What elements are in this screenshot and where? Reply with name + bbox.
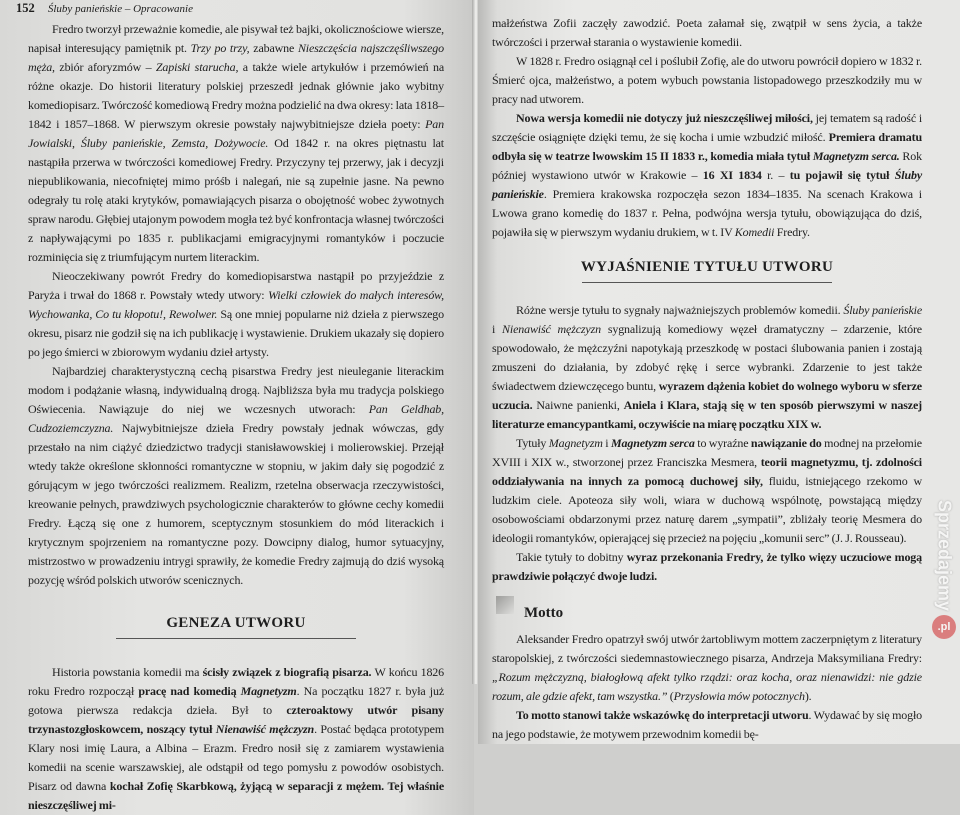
emphasis-text: Śluby panieńskie xyxy=(843,303,922,317)
body-text: Różne wersje tytułu to sygnały najważniejszych problemów komedii. xyxy=(516,303,844,317)
emphasis-text: Aniela i Klara, stają się w ten sposób pierwszymi w naszej literaturze emancypantkami, oczywiście na miarę początku XIX w. xyxy=(492,398,922,431)
body-text: zabawne xyxy=(249,41,298,55)
emphasis-text: Magnetyzm serca. xyxy=(812,149,900,163)
emphasis-text: Pan Geldhab, Cudzoziemczyzna. xyxy=(28,402,444,435)
emphasis-text: Magnetyzm xyxy=(548,436,603,450)
running-title: Śluby panieńskie – Opracowanie xyxy=(47,3,193,15)
body-text: Naiwne panienki, xyxy=(532,398,624,412)
paragraph xyxy=(492,434,922,548)
paragraph xyxy=(28,362,444,590)
left-page xyxy=(0,0,474,815)
body-text: Fredry. xyxy=(774,225,810,239)
body-text: Nieoczekiwany powrót Fredry do komediopisarstwa nastąpił po przyjeździe z Paryża i trwał do 1868 r. Powstały wtedy utwory: xyxy=(28,269,444,302)
emphasis-text: tu pojawił się tytuł xyxy=(789,168,895,182)
emphasis-text: Śluby panieńskie xyxy=(492,168,923,201)
body-text: zbiór aforyzmów – xyxy=(54,60,156,74)
right-page xyxy=(478,0,960,744)
body-text: . Na początku 1827 r. była już gotowa pierwsza redakcja dzieła. Był to xyxy=(28,684,444,717)
emphasis-text: Wielki człowiek do małych interesów, Wychowanka, Co tu kłopotu!, Rewolwer. xyxy=(28,288,444,321)
emphasis-text: nawiązanie do xyxy=(750,436,822,450)
watermark-badge: .pl xyxy=(932,615,956,639)
emphasis-text: ścisły związek z biografią pisarza. xyxy=(202,665,372,679)
emphasis-text: Nienawiść mężczyzn xyxy=(215,722,315,736)
emphasis-text: Magnetyzm xyxy=(240,684,297,698)
body-text: Od 1842 r. na okres piętnastu lat nastąpiła przerwa w twórczości komediowej Fredry. Przyczyny tej przerwy, jak i decyzji niepublikowania, niecofniętej mimo próśb i nalegań, nie są zupełnie jasne. Na pewno odegrały tu rolę ataki krytyków, pomawiających pisarza o obojętność wobec żywotnych spraw narodu. Głębiej utajonym powodem mogła też być konfrontacja własnej twórczości z napływającymi po 1835 r. publikacjami emigracyjnymi romantyków i poczucie rozminięcia się z triumfującym nurtem literackim. xyxy=(28,136,444,264)
body-text: Najbardziej charakterystyczną cechą pisarstwa Fredry jest nieuleganie literackim modom i podążanie własną, indywidualną drogą. Najbliższa była mu tradycja polskiego Oświecenia. Nawiązuje do niej we wczesnych utworach: xyxy=(28,364,444,416)
emphasis-text: wyraz przekonania Fredry, że tylko więzy uczuciowe mogą prawdziwie połączyć dwoje ludzi. xyxy=(492,550,923,583)
emphasis-text: Pan Jowialski, Śluby panieńskie, Zemsta, Dożywocie. xyxy=(28,117,444,150)
body-text: . Wydawać by się mogło na jego podstawie, że motywem przewodnim komedii bę- xyxy=(492,708,922,741)
body-text: i xyxy=(602,436,611,450)
paragraph xyxy=(492,548,922,586)
page-number: 152 xyxy=(16,1,35,15)
emphasis-text: Trzy po trzy, xyxy=(190,41,250,55)
emphasis-text: kochał Zofię Skarbkową, żyjącą w separacji z mężem. Tej właśnie nieszczęśliwej mi- xyxy=(28,779,444,812)
body-text: fluidu, istniejącego rzekomo w ludzkim ciele. Apoteoza siły woli, wiara w duchową wspólnotę, powstającą między osobowościami obdarzonymi przez naturę darem „sympatii”, zbliżały teorię Mesmera do ideologii romantyków, opierającej się przecież na pojęciu „komunii serc” (J. J. Rousseau). xyxy=(492,474,922,545)
emphasis-text: Komedii xyxy=(734,225,775,239)
body-text: i xyxy=(492,322,503,336)
body-text: sygnalizują komediowy węzeł dramatyczny – zdarzenie, które spowodowało, że mężczyźni napotykają przeszkodę w postaci ślubowania panien i zostają zmuszeni do działania, by zdobyć rękę i serce wybranki. Zdarzenie to jest także świadectwem dziewczęcego buntu, xyxy=(492,322,922,393)
motto-title: Motto xyxy=(524,605,564,621)
emphasis-text: „Rozum mężczyzną, białogłową afekt tylko rządzi: oraz kocha, oraz nienawidzi: nie gdzie rozum, ale gdzie afekt, tam wszystka.” xyxy=(492,670,922,703)
left-top-text xyxy=(28,20,444,590)
section-heading-geneza xyxy=(28,614,444,639)
body-text: . Premiera krakowska rozpoczęła sezon 1834–1835. Na scenach Krakowa i Lwowa grano komedię do 1837 r. Pełna, podwójna wersja tytułu, obowiązująca do dziś, pojawiła się w pierwszym wydaniu drukiem, w t. IV xyxy=(492,187,922,239)
body-text: ). xyxy=(804,689,812,703)
body-text: małżeństwa Zofii zaczęły zawodzić. Poeta załamał się, zwątpił w sens życia, a także twórczości i przerwał starania o wystawienie komedii. xyxy=(492,16,922,49)
square-bullet-icon xyxy=(496,596,514,614)
body-text: Fredro tworzył przeważnie komedie, ale pisywał też bajki, okolicznościowe wiersze, napisał interesujący pamiętnik pt. xyxy=(28,22,444,55)
emphasis-text: Magnetyzm serca xyxy=(610,436,695,450)
spacer xyxy=(492,586,922,596)
paragraph xyxy=(492,630,922,706)
body-text: Aleksander Fredro opatrzył swój utwór żartobliwym mottem zaczerpniętym z literatury staropolskiej, z twórczości siedemnastowiecznego pisarza, Andrzeja Maksymiliana Fredry: xyxy=(492,632,922,665)
heading-text: GENEZA UTWORU xyxy=(166,615,306,631)
emphasis-text: teorii magnetyzmu, tj. zdolności oddziaływania na innych za pomocą duchowej siły, xyxy=(492,455,922,488)
body-text: Historia powstania komedii ma xyxy=(52,665,203,679)
left-bottom-text xyxy=(28,663,444,815)
heading-text: WYJAŚNIENIE TYTUŁU UTWORU xyxy=(580,259,834,275)
spacer xyxy=(28,639,444,663)
emphasis-text: Premiera dramatu odbyła się w teatrze lwowskim 15 II 1833 r., komedia miała tytuł xyxy=(492,130,922,163)
right-middle-text xyxy=(492,301,922,586)
spacer xyxy=(28,590,444,614)
paragraph xyxy=(492,109,922,242)
paragraph xyxy=(28,267,444,362)
body-text: Najwybitniejsze dzieła Fredry powstały jednak wówczas, gdy przestało na nim ciążyć dziedzictwo tradycji stanisławowskiej i molierowskiej. Przejął wtedy także określone skłonności romantyczne w stopniu, w jakim dały się pogodzić z górującym w jego twórczości realizmem. Realizm, rzetelna obserwacja rzeczywistości, kreowanie pełnych, prawdziwych psychologicznie charakterów to główne cechy komedii Fredry. Łączą się one z humorem, sceptycznym stosunkiem do mód literackich i krytycznym spojrzeniem na romantyczne pozy. Dowcipny dialog, humor sytuacyjny, mistrzostwo w prowadzeniu intrygi sprawiły, że komedie Fredry zajmują do dziś wysoką pozycję wśród polskich utworów scenicznych. xyxy=(28,421,444,587)
body-text: Są one mniej popularne niż dzieła z pierwszego okresu, pisarz nie godził się na ich publikację i wystawienie. Drukiem ukazały się dopiero po jego śmierci w zbiorowym wydaniu dzieł artysty. xyxy=(28,307,444,359)
right-bottom-text xyxy=(492,630,922,744)
right-top-text xyxy=(492,14,922,242)
emphasis-text: 16 XI 1834 xyxy=(702,168,762,182)
paragraph xyxy=(28,20,444,267)
body-text: to wyraźne xyxy=(694,436,751,450)
paragraph xyxy=(492,301,922,434)
emphasis-text: Nowa wersja komedii nie dotyczy już nieszczęśliwej miłości, xyxy=(516,111,813,125)
running-head xyxy=(16,0,444,20)
emphasis-text: czteroaktowy utwór pisany trzynastozgłoskowcem, noszący tytuł xyxy=(28,703,444,736)
motto-heading xyxy=(496,596,922,622)
watermark-text: Sprzedajemy xyxy=(934,500,955,612)
paragraph xyxy=(28,663,444,815)
body-text: r. – xyxy=(761,168,790,182)
emphasis-text: wyrazem dążenia kobiet do wolnego wyboru w sferze uczucia. xyxy=(492,379,922,412)
body-text: W 1828 r. Fredro osiągnął cel i poślubił Zofię, ale do utworu powrócił dopiero w 1832 r. Śmierć ojca, małżeństwo, a potem wybuch powstania listopadowego przeszkodziły mu w pracy nad utworem. xyxy=(492,54,922,106)
emphasis-text: Przysłowia mów potocznych xyxy=(673,689,805,703)
watermark-logo xyxy=(932,500,956,639)
emphasis-text: pracę nad komedią xyxy=(138,684,241,698)
spacer xyxy=(492,242,922,258)
paragraph xyxy=(492,52,922,109)
body-text: . Postać będąca prototypem Klary nosi imię Laura, a Albina – Erazm. Fredro nosił się z zamiarem wystawienia komedii na scenie warszawskiej, ale odstąpił od tego pomysłu z powodów osobistych. Pisarz od dawna xyxy=(28,722,445,793)
emphasis-text: Nienawiść mężczyzn xyxy=(502,322,601,336)
body-text: Rok później wystawiono utwór w Krakowie – xyxy=(492,149,922,182)
spacer xyxy=(492,283,922,301)
body-text: a także wiele artykułów i przemówień na różne okazje. Do historii literatury polskiej przeszedł jednak głównie jako wybitny komediopisarz. Twórczość komediową Fredry można podzielić na dwa okresy: lata 1818–1842 i 1857–1868. W pierwszym okresie powstały najwybitniejsze dzieła poety: xyxy=(28,60,444,131)
body-text: Takie tytuły to dobitny xyxy=(516,550,627,564)
body-text: jej tematem są radość i szczęście osiągnięte dzięki temu, że się kocha i umie wzbudzić miłość. xyxy=(492,111,922,144)
emphasis-text: Nieszczęścia najszczęśliwszego męża, xyxy=(28,41,444,74)
body-text: Tytuły xyxy=(516,436,549,450)
section-heading-wyjasnienie xyxy=(492,258,922,283)
paragraph xyxy=(492,706,922,744)
emphasis-text: Zapiski starucha, xyxy=(155,60,239,74)
paragraph xyxy=(492,14,922,52)
body-text: modnej na przełomie XVIII i XIX w., stworzonej przez Franciszka Mesmera, xyxy=(492,436,922,469)
emphasis-text: To motto stanowi także wskazówkę do interpretacji utworu xyxy=(516,708,809,722)
body-text: W końcu 1826 roku Fredro rozpoczął xyxy=(28,665,444,698)
body-text: ( xyxy=(667,689,674,703)
